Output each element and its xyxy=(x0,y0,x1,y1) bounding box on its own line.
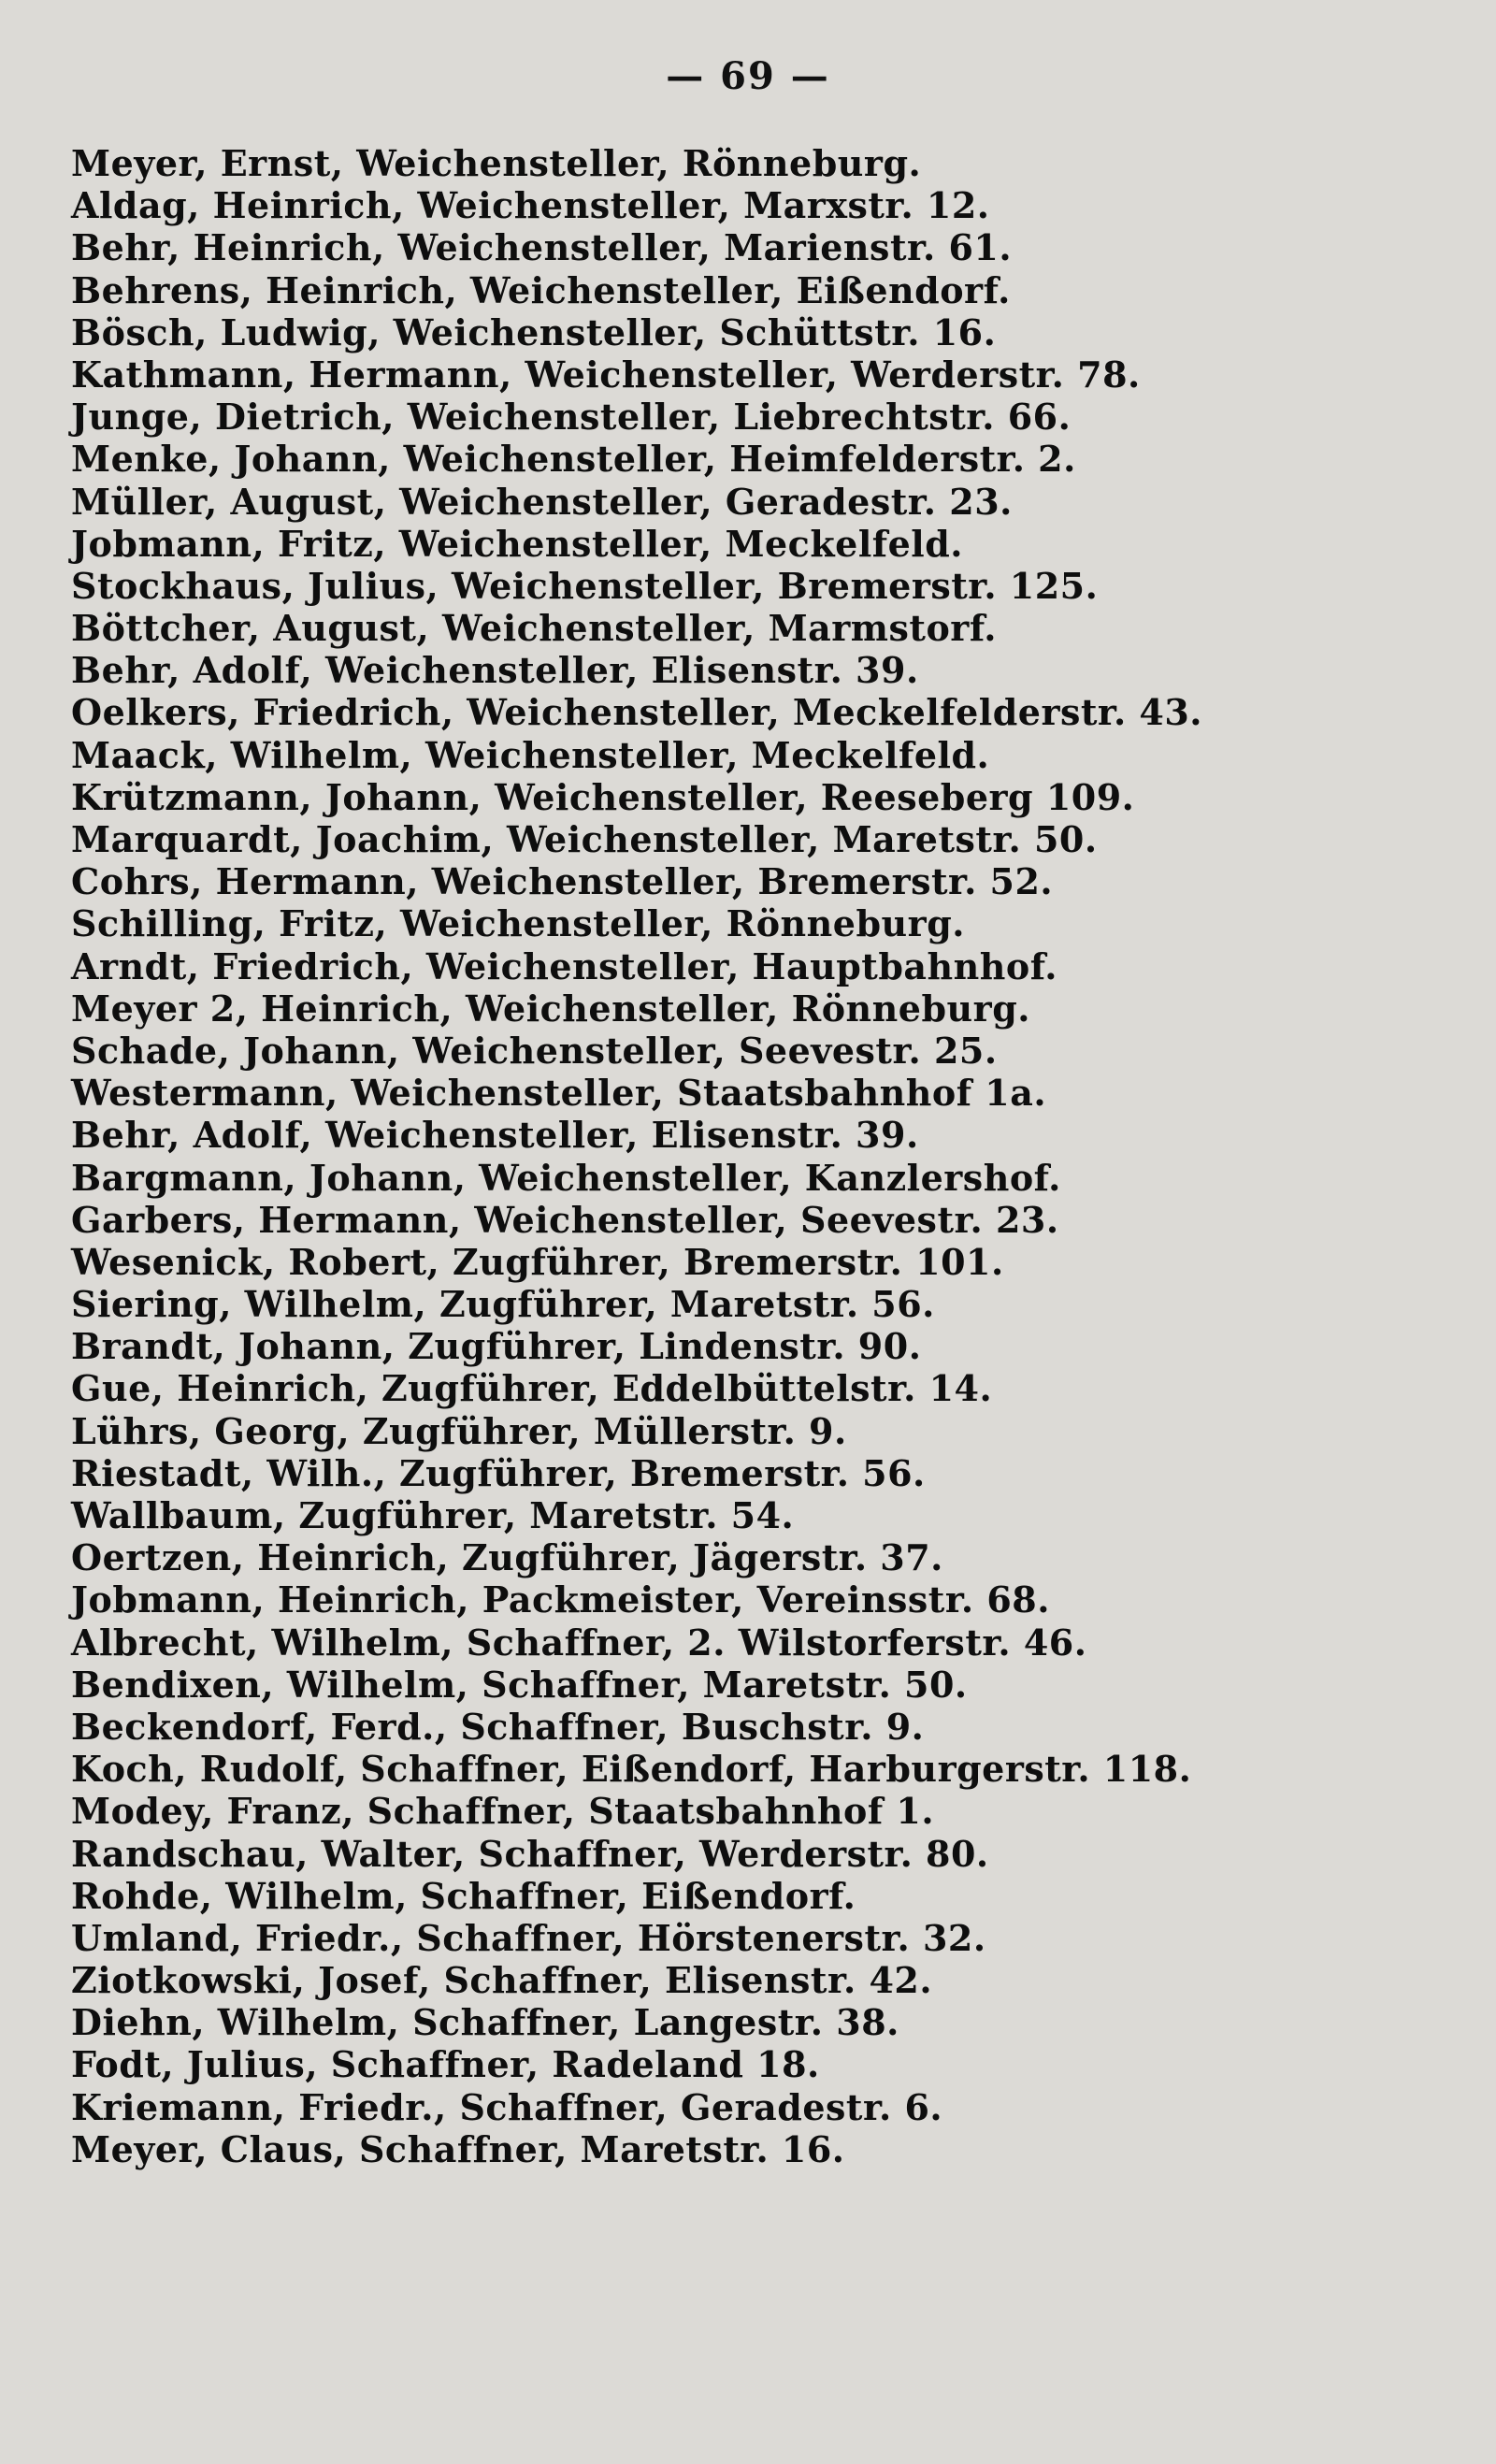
directory-entry: Maack, Wilhelm, Weichensteller, Meckelfeld. xyxy=(71,733,990,776)
directory-entry: Bösch, Ludwig, Weichensteller, Schüttstr. 16. xyxy=(71,310,997,353)
directory-entry: Krützmann, Johann, Weichensteller, Reeseberg 109. xyxy=(71,775,1135,818)
address-entry-list xyxy=(71,142,1202,2170)
directory-entry: Behr, Heinrich, Weichensteller, Marienstr. 61. xyxy=(71,226,1013,269)
directory-entry: Behr, Adolf, Weichensteller, Elisenstr. 39. xyxy=(71,649,919,692)
directory-entry: Meyer, Ernst, Weichensteller, Rönneburg. xyxy=(71,142,922,184)
directory-entry: Marquardt, Joachim, Weichensteller, Maretstr. 50. xyxy=(71,818,1098,860)
directory-entry: Diehn, Wilhelm, Schaffner, Langestr. 38. xyxy=(71,2001,899,2044)
directory-entry: Riestadt, Wilh., Zugführer, Bremerstr. 56. xyxy=(71,1451,926,1494)
directory-entry: Meyer 2, Heinrich, Weichensteller, Rönneburg. xyxy=(71,987,1030,1030)
directory-entry: Behrens, Heinrich, Weichensteller, Eißendorf. xyxy=(71,268,1011,311)
directory-entry: Jobmann, Fritz, Weichensteller, Meckelfeld. xyxy=(71,522,964,565)
directory-entry: Cohrs, Hermann, Weichensteller, Bremerstr. 52. xyxy=(71,860,1054,903)
directory-entry: Jobmann, Heinrich, Packmeister, Vereinsstr. 68. xyxy=(71,1578,1050,1621)
directory-entry: Menke, Johann, Weichensteller, Heimfelderstr. 2. xyxy=(71,438,1076,481)
directory-entry: Oelkers, Friedrich, Weichensteller, Meckelfelderstr. 43. xyxy=(71,691,1203,734)
page-number: — 69 — xyxy=(666,54,830,98)
directory-entry: Ziotkowski, Josef, Schaffner, Elisenstr. 42. xyxy=(71,1959,933,2002)
directory-entry: Garbers, Hermann, Weichensteller, Seevestr. 23. xyxy=(71,1198,1059,1241)
directory-entry: Wesenick, Robert, Zugführer, Bremerstr. 101. xyxy=(71,1240,1004,1283)
directory-entry: Wallbaum, Zugführer, Maretstr. 54. xyxy=(71,1494,795,1536)
directory-entry: Rohde, Wilhelm, Schaffner, Eißendorf. xyxy=(71,1874,856,1917)
directory-entry: Fodt, Julius, Schaffner, Radeland 18. xyxy=(71,2043,820,2086)
directory-entry: Schilling, Fritz, Weichensteller, Rönneburg. xyxy=(71,902,965,945)
directory-entry: Kriemann, Friedr., Schaffner, Geradestr. 6. xyxy=(71,2085,943,2128)
directory-entry: Oertzen, Heinrich, Zugführer, Jägerstr. 37. xyxy=(71,1536,943,1579)
directory-entry: Umland, Friedr., Schaffner, Hörstenerstr. 32. xyxy=(71,1916,986,1959)
directory-entry: Arndt, Friedrich, Weichensteller, Hauptbahnhof. xyxy=(71,944,1057,987)
directory-entry: Stockhaus, Julius, Weichensteller, Bremerstr. 125. xyxy=(71,564,1099,607)
directory-entry: Meyer, Claus, Schaffner, Maretstr. 16. xyxy=(71,2127,845,2170)
directory-entry: Brandt, Johann, Zugführer, Lindenstr. 90. xyxy=(71,1325,922,1368)
directory-entry: Koch, Rudolf, Schaffner, Eißendorf, Harburgerstr. 118. xyxy=(71,1748,1192,1791)
directory-entry: Böttcher, August, Weichensteller, Marmstorf. xyxy=(71,607,998,650)
directory-entry: Albrecht, Wilhelm, Schaffner, 2. Wilstorferstr. 46. xyxy=(71,1621,1087,1664)
directory-entry: Schade, Johann, Weichensteller, Seevestr. 25. xyxy=(71,1029,998,1072)
directory-entry: Westermann, Weichensteller, Staatsbahnhof 1a. xyxy=(71,1072,1047,1115)
directory-entry: Siering, Wilhelm, Zugführer, Maretstr. 56. xyxy=(71,1283,935,1326)
directory-entry: Kathmann, Hermann, Weichensteller, Werderstr. 78. xyxy=(71,353,1141,396)
directory-entry: Bargmann, Johann, Weichensteller, Kanzlershof. xyxy=(71,1156,1061,1199)
directory-entry: Randschau, Walter, Schaffner, Werderstr. 80. xyxy=(71,1832,989,1875)
directory-entry: Behr, Adolf, Weichensteller, Elisenstr. 39. xyxy=(71,1114,919,1157)
directory-entry: Müller, August, Weichensteller, Geradestr. 23. xyxy=(71,480,1013,523)
directory-entry: Beckendorf, Ferd., Schaffner, Buschstr. 9. xyxy=(71,1705,925,1748)
directory-entry: Junge, Dietrich, Weichensteller, Liebrechtstr. 66. xyxy=(71,396,1072,439)
directory-entry: Bendixen, Wilhelm, Schaffner, Maretstr. 50. xyxy=(71,1663,968,1706)
directory-entry: Lührs, Georg, Zugführer, Müllerstr. 9. xyxy=(71,1409,847,1452)
directory-entry: Aldag, Heinrich, Weichensteller, Marxstr. 12. xyxy=(71,184,990,227)
directory-entry: Modey, Franz, Schaffner, Staatsbahnhof 1. xyxy=(71,1790,935,1833)
directory-entry: Gue, Heinrich, Zugführer, Eddelbüttelstr. 14. xyxy=(71,1367,993,1410)
